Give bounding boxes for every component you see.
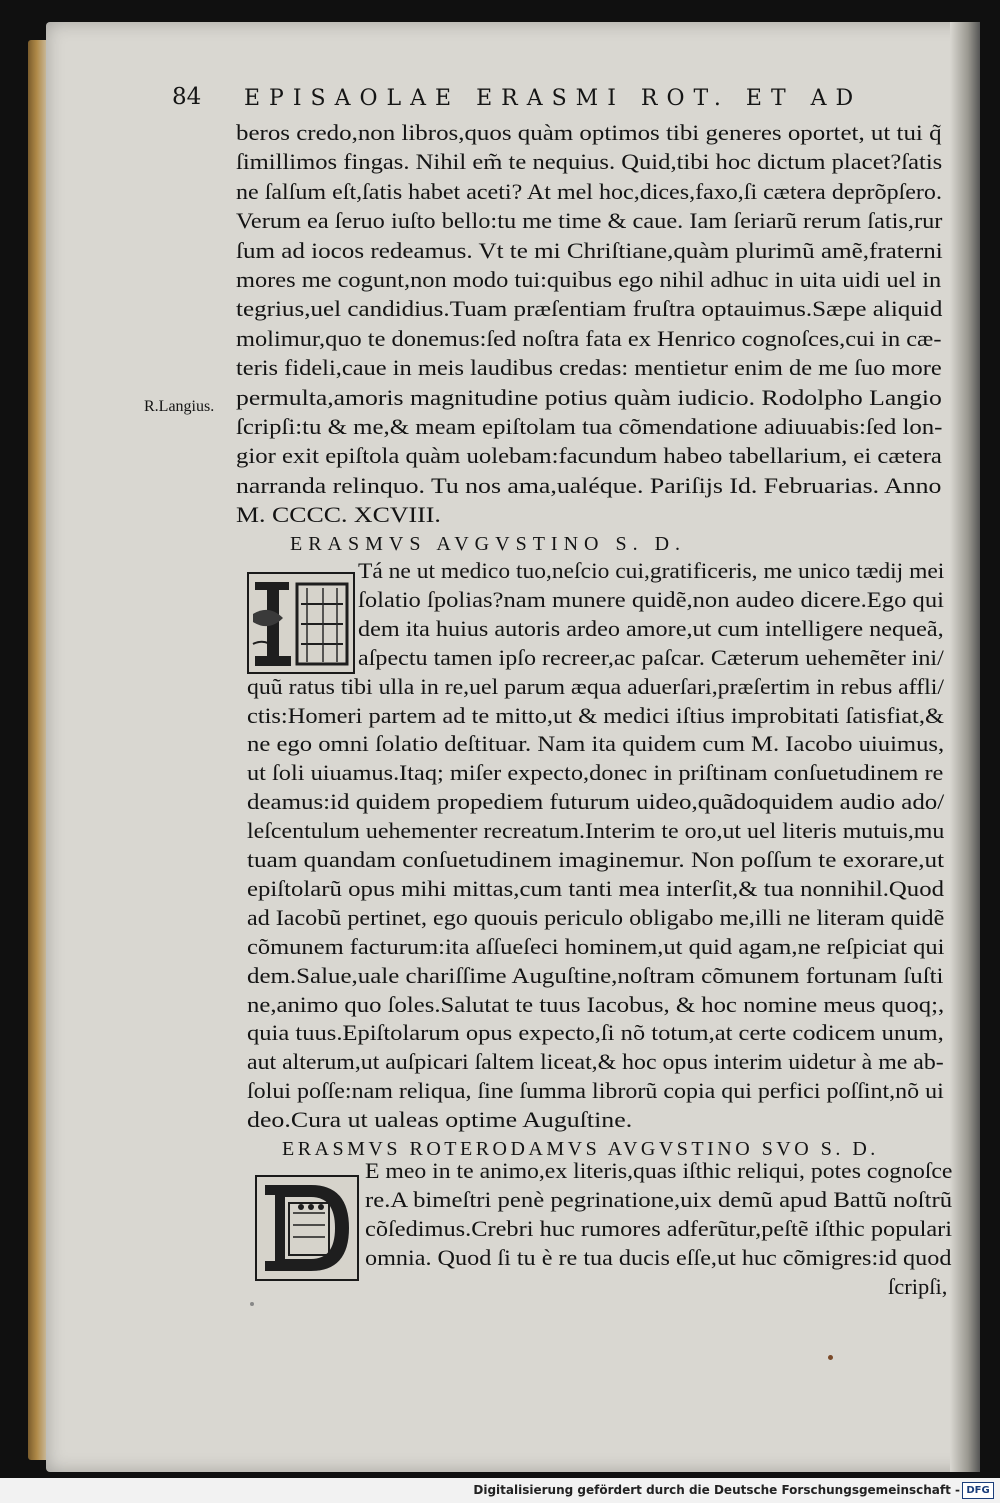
- text-line: ne ſalſum eſt,ſatis habet aceti? At mel hoc,dices,faxo,ſi cætera deprõpſero.: [236, 178, 942, 204]
- text-line: ſolatio ſpolias?nam munere quidẽ,non audeo dicere.Ego qui: [358, 586, 944, 612]
- text-line: tegrius,uel candidius.Tuam præſentiam fruſtra optauimus.Sæpe aliquid: [236, 296, 943, 322]
- paper-spot: [250, 1302, 254, 1306]
- text-line: cõſedimus.Crebri huc rumores adferũtur,peſtẽ iſthic populari: [365, 1216, 953, 1241]
- marginal-note: R.Langius.: [144, 398, 215, 415]
- text-line: aſpectu tamen ipſo recreer,ac paſcar. Cæterum uehemẽter ini/: [358, 644, 944, 670]
- footer-credit: Digitalisierung gefördert durch die Deutsche Forschungsgemeinschaft -: [473, 1483, 960, 1497]
- text-line: re.A bimeſtri penè pegrinatione,uix demũ apud Battũ noſtrũ: [365, 1187, 953, 1212]
- decorated-initial-d: [255, 1175, 359, 1281]
- text-line: dem.Salue,uale chariſſime Auguſtine,noſtram cõmunem fortunam ſuſti: [247, 962, 944, 988]
- text-line: deo.Cura ut ualeas optime Auguſtine.: [247, 1107, 633, 1133]
- text-line: omnia. Quod ſi tu è re tua ducis eſſe,ut huc cõmigres:id quod: [365, 1245, 952, 1270]
- dfg-logo: DFG: [962, 1482, 994, 1499]
- digitization-footer: [0, 1478, 1000, 1503]
- text-line: cõmunem facturum:ita aſſueſeci hominem,ut quid agam,ne reſpiciat qui: [247, 933, 945, 959]
- text-line: quũ ratus tibi ulla in re,uel parum æqua aduerſari,præſertim in rebus affli/: [247, 673, 945, 699]
- text-line: ſum ad iocos redeamus. Vt te mi Chriſtiane,quàm plurimũ amẽ,fraterni: [236, 237, 943, 263]
- text-line: permulta,amoris magnitudine potius quàm iudicio. Rodolpho Langio: [236, 384, 942, 410]
- text-line: ne ego omni ſolatio deſtituar. Nam ita quidem cum M. Iacobo uiuimus,: [247, 731, 945, 757]
- text-line: leſcentulum uehementer recreatum.Interim te oro,ut uel literis mutuis,mu: [247, 818, 945, 844]
- text-line: E meo in te animo,ex literis,quas iſthic reliqui, potes cognoſce: [365, 1158, 953, 1183]
- book-gutter: [950, 22, 980, 1472]
- catchword: ſcripſi,: [888, 1274, 948, 1299]
- text-line: dem ita huius autoris ardeo amore,ut cum intelligere nequeã,: [358, 615, 944, 641]
- text-line: M. CCCC. XCVIII.: [236, 502, 441, 528]
- text-line: narranda relinquo. Tu nos ama,ualéque. Pariſijs Id. Februarias. Anno: [236, 472, 942, 498]
- text-line: ne,animo quo ſoles.Salutat te tuus Iacobus, & hoc nomine meus quoq;,: [247, 991, 945, 1017]
- text-line: ſimillimos fingas. Nihil em̃ te nequius. Quid,tibi hoc dictum placet?ſatis: [236, 149, 943, 175]
- text-line: deamus:id quidem propediem futurum uideo,quãdoquidem audio ado/: [247, 789, 945, 815]
- text-line: Verum ea ſeruo iuſto bello:tu me time & caue. Iam ſeriarũ rerum ſatis,rur: [236, 208, 943, 234]
- text-line: quia tuus.Epiſtolarum opus expecto,ſi nõ totum,at certe codicem unum,: [247, 1020, 944, 1046]
- running-head: EPISAOLAE ERASMI ROT. ET AD: [244, 86, 863, 111]
- text-line: ſolui poſſe:nam reliqua, ſine ſumma librorũ copia qui perfici poſſint,nõ ui: [247, 1078, 944, 1104]
- letter-3-heading: ERASMVS ROTERODAMVS AVGVSTINO SVO S. D.: [282, 1138, 879, 1160]
- text-line: ctis:Homeri partem ad te mitto,ut & medici iſtius improbitati ſatisfiat,&: [247, 702, 944, 728]
- text-line: tuam quandam conſuetudinem imaginemur. Non poſſum te exorare,ut: [247, 847, 945, 872]
- letter-2-heading: ERASMVS AVGVSTINO S. D.: [290, 533, 687, 555]
- text-line: aut alterum,ut auſpicari ſaltem liceat,& hoc opus interim uidetur à me ab-: [247, 1049, 944, 1075]
- text-line: ut ſoli uiuamus.Itaq; miſer expecto,donec in priſtinam conſuetudinem re: [247, 760, 944, 786]
- text-line: epiſtolarũ opus mihi mittas,cum tanti mea interſit,& tua nonnihil.Quod: [247, 875, 944, 901]
- text-line: mores me cogunt,non modo tui:quibus ego nihil adhuc in uita uidi uel in: [236, 267, 942, 292]
- folio-number: 84: [172, 84, 202, 110]
- paper-spot: [828, 1355, 833, 1360]
- text-line: teris fideli,caue in meis laudibus credas: mentietur enim de me ſuo more: [236, 355, 942, 381]
- text-line: ſcripſi:tu & me,& meam epiſtolam tua cõmendatione adiuuabis:ſed lon-: [236, 414, 943, 439]
- decorated-initial-i: [247, 572, 355, 674]
- running-header: [172, 84, 942, 120]
- text-line: ad Iacobũ pertinet, ego quouis periculo obligabo me,illi ne literam quidẽ: [247, 904, 945, 930]
- text-line: gior exit epiſtola quàm uolebam:facundum habeo tabellarium, ei cætera: [236, 443, 942, 469]
- text-line: molimur,quo te donemus:ſed noſtra fata ex Henrico cognoſces,cui in cæ-: [236, 325, 942, 351]
- text-line: beros credo,non libros,quos quàm optimos tibi generes oportet, ut tui q̃: [236, 120, 942, 145]
- text-line: Tá ne ut medico tuo,neſcio cui,gratificeris, me unico tædij mei: [358, 558, 945, 583]
